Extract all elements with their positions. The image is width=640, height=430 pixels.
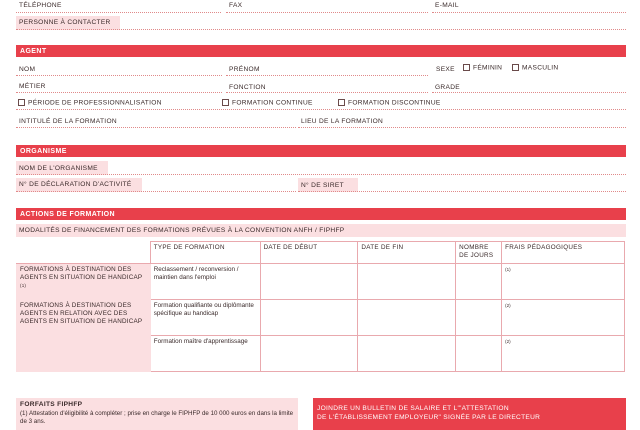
frais-note-1: (1) [505,267,511,272]
nom-field[interactable] [16,62,222,76]
organisme-title: ORGANISME [20,147,67,155]
feminin-label: FÉMININ [473,64,503,72]
row2-label: FORMATIONS À DESTINATION DES AGENTS EN RELATION AVEC DES AGENTS EN SITUATION DE HANDICAP [20,302,143,325]
feminin-checkbox[interactable] [463,64,470,71]
table-corner [17,242,151,264]
lieu-field[interactable] [298,114,626,128]
sexe-label: SEXE [436,66,455,73]
forfaits-text: (1) Attestation d'éligibilité à compléter ; prise en charge le FIPHFP de 10 000 euros en dans la limite de 3 ans. [20,410,294,425]
telephone-label: TÉLÉPHONE [19,2,62,9]
table-row [17,264,625,300]
joindre-line-2: DE L'ÉTABLISSEMENT EMPLOYEUR" SIGNÉE PAR LE DIRECTEUR [317,414,541,421]
table-header-row [17,242,625,264]
agent-title: AGENT [20,47,47,55]
fin-cell-3[interactable] [358,336,456,372]
metier-label: MÉTIER [19,83,46,90]
forfaits-box [16,398,298,430]
header-jours: NOMBRE DE JOURS [456,242,502,264]
jours-cell-1[interactable] [456,264,502,300]
grade-label: GRADE [435,84,460,91]
frais-note-3: (2) [505,339,511,344]
formation-discontinue-label: FORMATION DISCONTINUE [348,99,441,107]
declaration-label: N° DE DÉCLARATION D'ACTIVITÉ [19,181,132,188]
type-cell-2: Formation qualifiante ou diplômante spécifique au handicap [150,300,260,336]
email-label: E-MAIL [435,2,459,9]
intitule-field[interactable] [16,114,296,128]
fonction-label: FONCTION [229,84,266,91]
siret-label: N° DE SIRET [301,182,344,189]
fin-cell-1[interactable] [358,264,456,300]
frais-note-2: (2) [505,303,511,308]
sexe-group [434,63,626,76]
feminin-option[interactable] [463,64,502,71]
type-cell-1: Reclassement / reconversion / maintien dans l'emploi [150,264,260,300]
table-row [17,300,625,336]
joindre-box [313,398,626,430]
row2-label-cell [17,300,151,372]
debut-cell-3[interactable] [260,336,358,372]
row1-label-cell [17,264,151,300]
actions-section-header [16,208,626,220]
formation-continue-label: FORMATION CONTINUE [232,99,313,107]
email-field[interactable] [432,0,626,13]
lieu-label: LIEU DE LA FORMATION [301,118,384,125]
masculin-checkbox[interactable] [512,64,519,71]
frais-cell-2[interactable] [502,300,625,336]
modalites-label: MODALITÉS DE FINANCEMENT DES FORMATIONS PRÉVUES À LA CONVENTION ANFH / FIPHFP [19,227,345,234]
header-frais: FRAIS PÉDAGOGIQUES [502,242,625,264]
prenom-field[interactable] [226,62,428,76]
nom-label: NOM [19,66,36,73]
declaration-field[interactable] [16,178,296,192]
jours-cell-3[interactable] [456,336,502,372]
modalites-banner [16,224,626,237]
forfaits-title: FORFAITS FIPHFP [20,401,83,408]
agent-section-header [16,45,626,57]
jours-cell-2[interactable] [456,300,502,336]
debut-cell-2[interactable] [260,300,358,336]
fonction-field[interactable] [226,79,428,93]
row1-label: FORMATIONS À DESTINATION DES AGENTS EN SITUATION DE HANDICAP [20,266,143,281]
type-cell-3: Formation maître d'apprentissage [150,336,260,372]
organisme-nom-field[interactable] [16,161,626,175]
prenom-label: PRÉNOM [229,66,260,73]
metier-field[interactable] [16,79,222,93]
personne-label: PERSONNE À CONTACTER [19,19,111,26]
periode-label: PÉRIODE DE PROFESSIONNALISATION [28,99,162,107]
organisme-section-header [16,145,626,157]
intitule-label: INTITULÉ DE LA FORMATION [19,118,117,125]
fax-field[interactable] [226,0,428,13]
fin-cell-2[interactable] [358,300,456,336]
header-fin: DATE DE FIN [358,242,456,264]
row1-note: (1) [20,283,27,288]
telephone-field[interactable] [16,0,221,13]
siret-field[interactable] [298,178,626,192]
organisme-nom-label: NOM DE L'ORGANISME [19,165,98,172]
joindre-line-1: JOINDRE UN BULLETIN DE SALAIRE ET L'"ATTESTATION [317,405,509,412]
periode-row-rule [16,96,626,110]
actions-title: ACTIONS DE FORMATION [20,210,115,218]
grade-field[interactable] [432,79,626,93]
masculin-label: MASCULIN [522,64,559,72]
header-debut: DATE DE DÉBUT [260,242,358,264]
masculin-option[interactable] [512,64,558,71]
frais-cell-3[interactable] [502,336,625,372]
personne-field[interactable] [16,16,626,30]
header-type: TYPE DE FORMATION [150,242,260,264]
frais-cell-1[interactable] [502,264,625,300]
fax-label: FAX [229,2,243,9]
actions-table [16,241,625,372]
debut-cell-1[interactable] [260,264,358,300]
